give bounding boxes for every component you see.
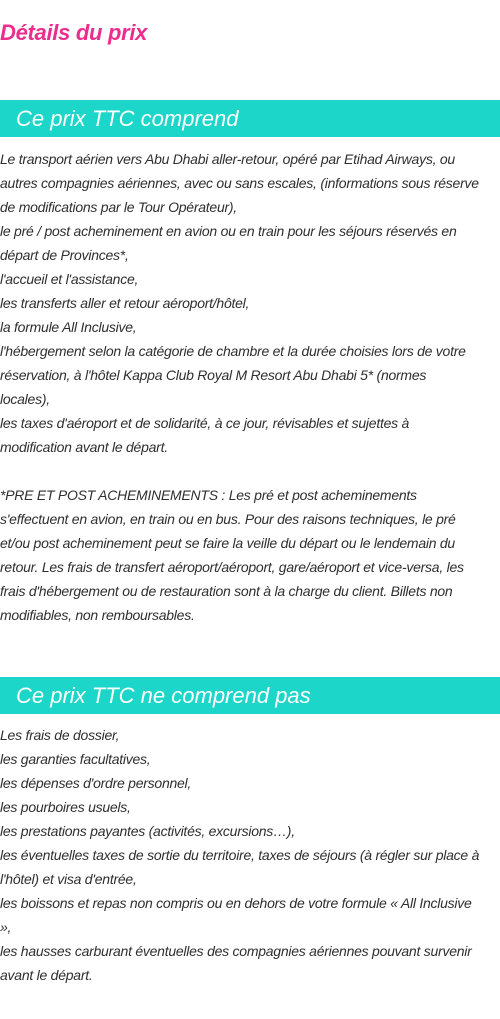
note-line: retour. Les frais de transfert aéroport/aéroport, gare/aéroport et vice-versa, les <box>0 559 464 575</box>
included-line: départ de Provinces*, <box>0 247 129 263</box>
excluded-line: les dépenses d'ordre personnel, <box>0 775 192 791</box>
included-line: le pré / post acheminement en avion ou en train pour les séjours réservés en <box>0 223 457 239</box>
excluded-line: les garanties facultatives, <box>0 751 151 767</box>
excluded-line: », <box>0 919 12 935</box>
note-line: modifiables, non remboursables. <box>0 607 195 623</box>
included-line: l'accueil et l'assistance, <box>0 271 139 287</box>
excluded-line: les hausses carburant éventuelles des compagnies aériennes pouvant survenir <box>0 943 472 959</box>
excluded-line: l'hôtel) et visa d'entrée, <box>0 871 137 887</box>
paragraph-spacer <box>0 459 500 483</box>
included-line: modification avant le départ. <box>0 439 168 455</box>
included-line: réservation, à l'hôtel Kappa Club Royal M Resort Abu Dhabi 5* (normes <box>0 367 427 383</box>
page-title: Détails du prix <box>0 20 148 45</box>
excluded-line: Les frais de dossier, <box>0 727 120 743</box>
included-line: les transferts aller et retour aéroport/hôtel, <box>0 295 250 311</box>
note-line: et/ou post acheminement peut se faire la veille du départ ou le lendemain du <box>0 535 455 551</box>
section-heading-excluded: Ce prix TTC ne comprend pas <box>0 677 500 714</box>
excluded-text <box>0 723 500 987</box>
included-line: autres compagnies aériennes, avec ou sans escales, (informations sous réserve <box>0 175 479 191</box>
note-line: s'effectuent en avion, en train ou en bus. Pour des raisons techniques, le pré <box>0 511 456 527</box>
excluded-line: les prestations payantes (activités, excursions…), <box>0 823 295 839</box>
included-line: de modifications par le Tour Opérateur), <box>0 199 237 215</box>
excluded-line: les boissons et repas non compris ou en dehors de votre formule « All Inclusive <box>0 895 472 911</box>
included-line: l'hébergement selon la catégorie de chambre et la durée choisies lors de votre <box>0 343 466 359</box>
note-line: *PRE ET POST ACHEMINEMENTS : Les pré et post acheminements <box>0 487 417 503</box>
included-line: Le transport aérien vers Abu Dhabi aller-retour, opéré par Etihad Airways, ou <box>0 151 455 167</box>
included-line: la formule All Inclusive, <box>0 319 137 335</box>
excluded-line: avant le départ. <box>0 967 93 983</box>
section-heading-included: Ce prix TTC comprend <box>0 100 500 137</box>
included-text <box>0 147 500 627</box>
note-line: frais d'hébergement ou de restauration sont à la charge du client. Billets non <box>0 583 453 599</box>
included-line: locales), <box>0 391 50 407</box>
included-line: les taxes d'aéroport et de solidarité, à ce jour, révisables et sujettes à <box>0 415 410 431</box>
excluded-line: les éventuelles taxes de sortie du territoire, taxes de séjours (à régler sur place à <box>0 847 480 863</box>
excluded-line: les pourboires usuels, <box>0 799 131 815</box>
